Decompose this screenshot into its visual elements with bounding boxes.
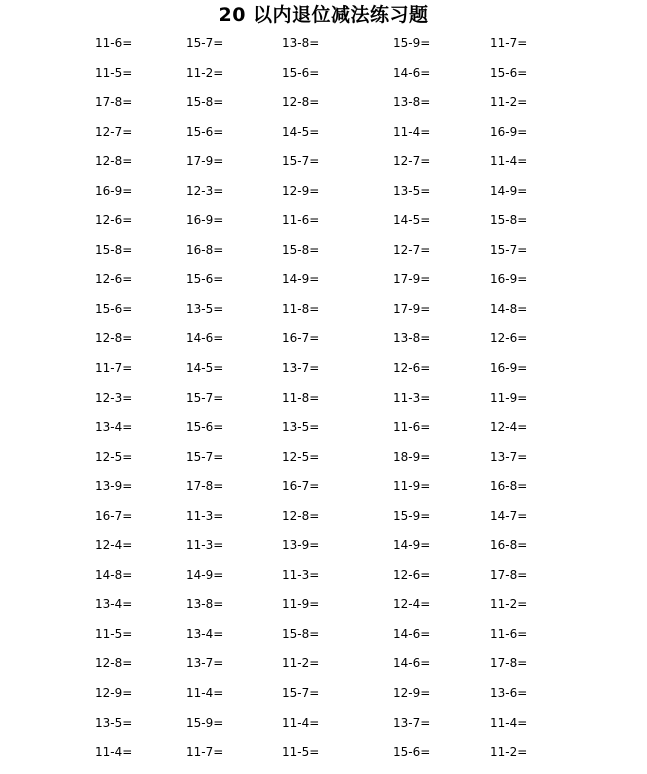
subtraction-problem: 12-6=	[393, 361, 431, 376]
subtraction-problem: 12-4=	[393, 597, 431, 612]
subtraction-problem: 15-6=	[95, 301, 133, 316]
subtraction-problem: 11-7=	[490, 36, 528, 50]
subtraction-problem: 15-8=	[490, 213, 528, 228]
subtraction-problem: 11-6=	[490, 626, 528, 641]
subtraction-problem: 16-9=	[490, 124, 528, 139]
problem-row	[0, 328, 647, 358]
problem-row	[0, 122, 647, 152]
subtraction-problem: 13-9=	[95, 479, 133, 494]
problem-row	[0, 417, 647, 447]
subtraction-problem: 15-7=	[282, 686, 320, 701]
subtraction-problem: 11-5=	[282, 745, 320, 760]
subtraction-problem: 13-7=	[393, 715, 431, 730]
subtraction-problem: 12-5=	[95, 449, 133, 464]
subtraction-problem: 15-7=	[186, 449, 224, 464]
problem-row	[0, 299, 647, 329]
subtraction-problem: 13-4=	[95, 597, 133, 612]
subtraction-problem: 11-2=	[490, 95, 528, 110]
subtraction-problem: 15-6=	[186, 420, 224, 435]
problem-row	[0, 92, 647, 122]
subtraction-problem: 12-8=	[95, 656, 133, 671]
subtraction-problem: 11-3=	[282, 567, 320, 582]
subtraction-problem: 13-5=	[282, 420, 320, 435]
problem-row	[0, 210, 647, 240]
subtraction-problem: 11-6=	[95, 36, 133, 50]
subtraction-problem: 11-4=	[95, 745, 133, 760]
subtraction-problem: 13-9=	[282, 538, 320, 553]
subtraction-problem: 15-8=	[282, 242, 320, 257]
subtraction-problem: 16-8=	[490, 538, 528, 553]
subtraction-problem: 17-9=	[186, 154, 224, 169]
subtraction-problem: 14-8=	[95, 567, 133, 582]
subtraction-problem: 12-9=	[282, 183, 320, 198]
subtraction-problem: 11-9=	[393, 479, 431, 494]
subtraction-problem: 14-6=	[393, 65, 431, 80]
subtraction-problem: 12-8=	[95, 331, 133, 346]
subtraction-problem: 17-9=	[393, 272, 431, 287]
subtraction-problem: 12-7=	[393, 242, 431, 257]
problem-row	[0, 653, 647, 683]
subtraction-problem: 17-8=	[95, 95, 133, 110]
problem-row	[0, 33, 647, 63]
subtraction-problem: 11-2=	[490, 597, 528, 612]
subtraction-problem: 15-9=	[393, 36, 431, 50]
subtraction-problem: 14-5=	[393, 213, 431, 228]
problem-grid	[0, 33, 647, 772]
subtraction-problem: 11-4=	[490, 154, 528, 169]
subtraction-problem: 12-7=	[393, 154, 431, 169]
problem-row	[0, 358, 647, 388]
worksheet-title: 20 以内退位减法练习题	[218, 4, 429, 26]
subtraction-problem: 16-7=	[95, 508, 133, 523]
subtraction-problem: 17-8=	[490, 656, 528, 671]
subtraction-problem: 17-9=	[393, 301, 431, 316]
subtraction-problem: 13-8=	[393, 331, 431, 346]
subtraction-problem: 16-7=	[282, 479, 320, 494]
subtraction-problem: 14-7=	[490, 508, 528, 523]
subtraction-problem: 15-8=	[95, 242, 133, 257]
subtraction-problem: 11-5=	[95, 626, 133, 641]
subtraction-problem: 17-8=	[186, 479, 224, 494]
subtraction-problem: 15-9=	[393, 508, 431, 523]
subtraction-problem: 13-8=	[186, 597, 224, 612]
subtraction-problem: 11-9=	[282, 597, 320, 612]
subtraction-problem: 11-4=	[186, 686, 224, 701]
subtraction-problem: 15-8=	[186, 95, 224, 110]
subtraction-problem: 12-6=	[490, 331, 528, 346]
subtraction-problem: 11-3=	[393, 390, 431, 405]
subtraction-problem: 13-6=	[490, 686, 528, 701]
subtraction-problem: 14-9=	[282, 272, 320, 287]
subtraction-problem: 15-6=	[282, 65, 320, 80]
subtraction-problem: 12-7=	[95, 124, 133, 139]
subtraction-problem: 11-2=	[186, 65, 224, 80]
subtraction-problem: 14-6=	[186, 331, 224, 346]
subtraction-problem: 14-9=	[490, 183, 528, 198]
problem-row	[0, 594, 647, 624]
subtraction-problem: 15-6=	[186, 124, 224, 139]
subtraction-problem: 13-8=	[282, 36, 320, 50]
subtraction-problem: 16-9=	[490, 272, 528, 287]
subtraction-problem: 13-7=	[490, 449, 528, 464]
problem-row	[0, 535, 647, 565]
problem-row	[0, 269, 647, 299]
subtraction-problem: 15-7=	[186, 390, 224, 405]
subtraction-problem: 11-4=	[282, 715, 320, 730]
problem-row	[0, 240, 647, 270]
subtraction-problem: 11-5=	[95, 65, 133, 80]
subtraction-problem: 14-9=	[186, 567, 224, 582]
subtraction-problem: 15-9=	[186, 715, 224, 730]
subtraction-problem: 11-7=	[186, 745, 224, 760]
subtraction-problem: 13-4=	[186, 626, 224, 641]
subtraction-problem: 12-4=	[490, 420, 528, 435]
subtraction-problem: 11-9=	[490, 390, 528, 405]
subtraction-problem: 15-7=	[490, 242, 528, 257]
subtraction-problem: 15-8=	[282, 626, 320, 641]
subtraction-problem: 12-8=	[95, 154, 133, 169]
subtraction-problem: 12-9=	[95, 686, 133, 701]
subtraction-problem: 13-5=	[186, 301, 224, 316]
subtraction-problem: 15-6=	[393, 745, 431, 760]
subtraction-problem: 12-6=	[393, 567, 431, 582]
subtraction-problem: 11-6=	[393, 420, 431, 435]
subtraction-problem: 16-7=	[282, 331, 320, 346]
subtraction-problem: 16-8=	[490, 479, 528, 494]
subtraction-problem: 15-6=	[490, 65, 528, 80]
subtraction-problem: 13-7=	[282, 361, 320, 376]
subtraction-problem: 11-3=	[186, 508, 224, 523]
subtraction-problem: 14-6=	[393, 626, 431, 641]
subtraction-problem: 13-8=	[393, 95, 431, 110]
subtraction-problem: 14-5=	[186, 361, 224, 376]
subtraction-problem: 12-6=	[95, 213, 133, 228]
subtraction-problem: 11-4=	[490, 715, 528, 730]
subtraction-problem: 12-5=	[282, 449, 320, 464]
subtraction-problem: 16-8=	[186, 242, 224, 257]
subtraction-problem: 11-3=	[186, 538, 224, 553]
subtraction-problem: 13-5=	[95, 715, 133, 730]
problem-row	[0, 713, 647, 743]
problem-row	[0, 388, 647, 418]
problem-row	[0, 506, 647, 536]
problem-row	[0, 63, 647, 93]
subtraction-problem: 12-8=	[282, 95, 320, 110]
subtraction-problem: 13-4=	[95, 420, 133, 435]
subtraction-problem: 11-7=	[95, 361, 133, 376]
subtraction-problem: 16-9=	[186, 213, 224, 228]
subtraction-problem: 14-9=	[393, 538, 431, 553]
subtraction-problem: 12-3=	[186, 183, 224, 198]
problem-row	[0, 624, 647, 654]
subtraction-problem: 11-2=	[282, 656, 320, 671]
subtraction-problem: 11-2=	[490, 745, 528, 760]
problem-row	[0, 683, 647, 713]
subtraction-problem: 13-7=	[186, 656, 224, 671]
problem-row	[0, 742, 647, 772]
subtraction-problem: 11-4=	[393, 124, 431, 139]
subtraction-problem: 15-7=	[186, 36, 224, 50]
subtraction-problem: 11-8=	[282, 301, 320, 316]
subtraction-problem: 12-3=	[95, 390, 133, 405]
subtraction-problem: 11-6=	[282, 213, 320, 228]
subtraction-problem: 15-7=	[282, 154, 320, 169]
subtraction-problem: 12-9=	[393, 686, 431, 701]
problem-row	[0, 565, 647, 595]
subtraction-problem: 15-6=	[186, 272, 224, 287]
subtraction-problem: 14-5=	[282, 124, 320, 139]
subtraction-problem: 17-8=	[490, 567, 528, 582]
subtraction-problem: 12-8=	[282, 508, 320, 523]
subtraction-problem: 12-6=	[95, 272, 133, 287]
problem-row	[0, 151, 647, 181]
subtraction-problem: 13-5=	[393, 183, 431, 198]
problem-row	[0, 476, 647, 506]
subtraction-problem: 16-9=	[490, 361, 528, 376]
subtraction-problem: 14-6=	[393, 656, 431, 671]
subtraction-problem: 16-9=	[95, 183, 133, 198]
problem-row	[0, 447, 647, 477]
subtraction-problem: 12-4=	[95, 538, 133, 553]
subtraction-problem: 14-8=	[490, 301, 528, 316]
subtraction-problem: 11-8=	[282, 390, 320, 405]
problem-row	[0, 181, 647, 211]
subtraction-problem: 18-9=	[393, 449, 431, 464]
